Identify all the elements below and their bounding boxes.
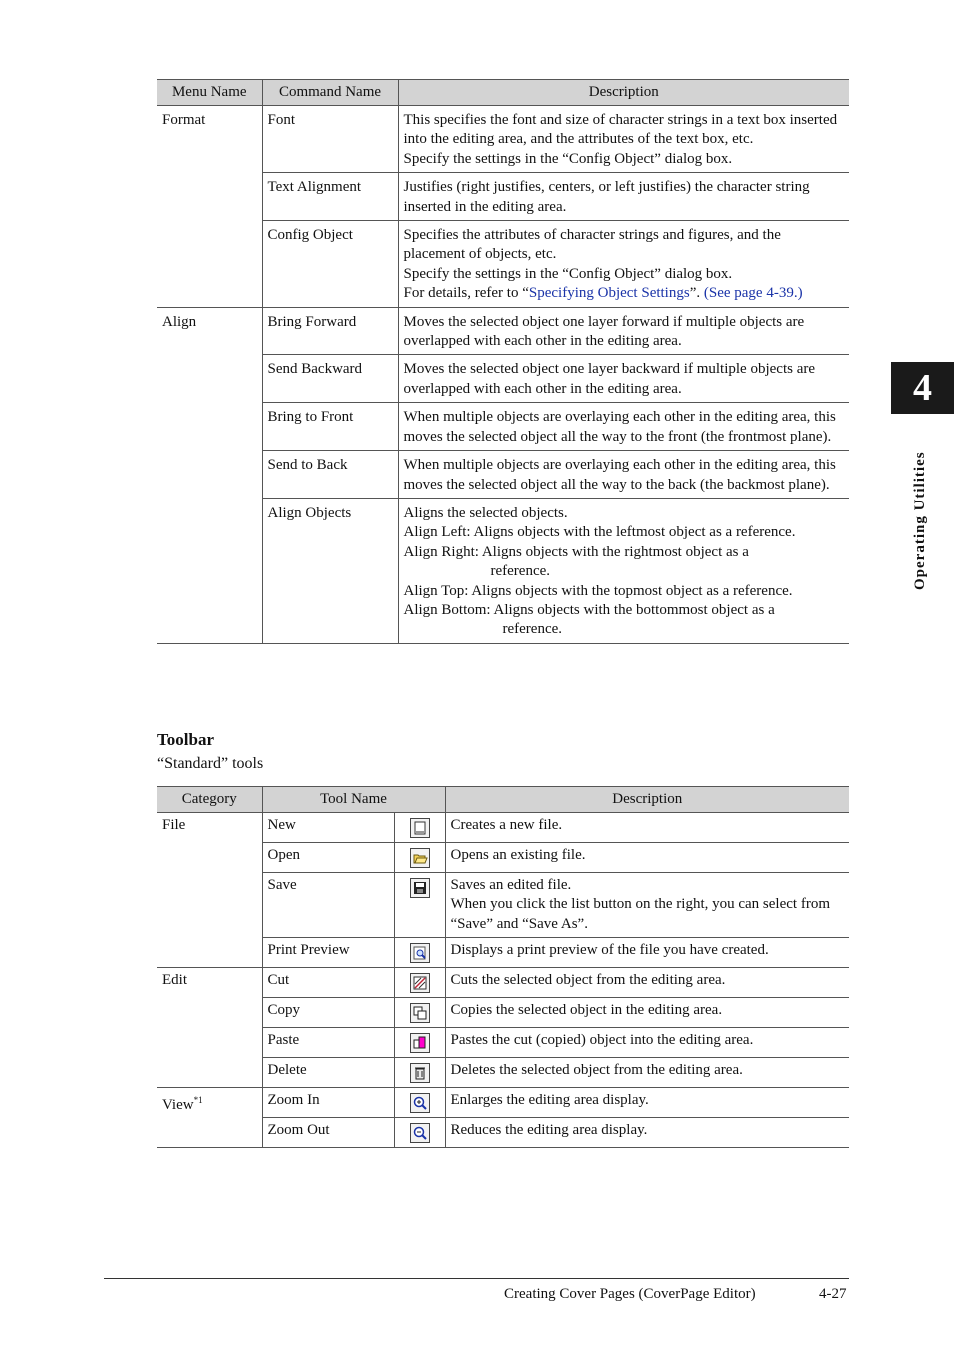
tool-name-cell: Print Preview — [262, 938, 394, 968]
toolbar-heading: Toolbar — [157, 730, 215, 749]
description-cell: Cuts the selected object from the editing area. — [445, 968, 849, 998]
tool-name-cell: Paste — [262, 1028, 394, 1058]
tool-name-cell: New — [262, 813, 394, 843]
category-cell: File — [157, 813, 262, 968]
header-description: Description — [445, 787, 849, 813]
description-cell: When multiple objects are overlaying each other in the editing area, this moves the selected object all the way to the front (the frontmost plane). — [398, 403, 849, 451]
tool-name-cell: Copy — [262, 998, 394, 1028]
description-cell — [398, 221, 849, 308]
command-name-cell: Send Backward — [262, 355, 398, 403]
toolbar-subheading: “Standard” tools — [157, 755, 264, 772]
print-preview-icon[interactable] — [410, 943, 430, 963]
description-line: reference. — [502, 621, 563, 638]
table-row — [157, 813, 849, 843]
description-cell: Copies the selected object in the editing area. — [445, 998, 849, 1028]
toolbar-table — [157, 786, 849, 1148]
copy-icon[interactable] — [410, 1003, 430, 1023]
tool-name-cell: Save — [262, 873, 394, 938]
description-cell: Creates a new file. — [445, 813, 849, 843]
description-cell: Reduces the editing area display. — [445, 1118, 849, 1148]
command-name-cell: Config Object — [262, 221, 398, 308]
cut-icon[interactable] — [410, 973, 430, 993]
tool-name-cell: Cut — [262, 968, 394, 998]
command-name-cell: Align Objects — [262, 498, 398, 643]
description-cell: Moves the selected object one layer forward if multiple objects are overlapped with each other in the editing area. — [398, 307, 849, 355]
paste-icon[interactable] — [410, 1033, 430, 1053]
ref-mid: ”. — [689, 285, 704, 302]
menu-name-cell: Format — [157, 106, 262, 308]
description-cell: Moves the selected object one layer backward if multiple objects are overlapped with each other in the editing area. — [398, 355, 849, 403]
zoom-in-icon[interactable] — [410, 1093, 430, 1113]
see-page-link[interactable]: (See page 4-39.) — [703, 285, 803, 302]
footer-title: Creating Cover Pages (CoverPage Editor) — [504, 1286, 756, 1302]
table-header-row — [157, 787, 849, 813]
description-line: Align Left: Aligns objects with the leftmost object as a reference. — [403, 524, 796, 541]
description-line: When you click the list button on the right, you can select from “Save” and “Save As”. — [450, 896, 830, 932]
description-line: Align Bottom: Aligns objects with the bottommost object as a — [403, 601, 775, 618]
header-tool-name: Tool Name — [262, 787, 445, 813]
description-cell — [398, 498, 849, 643]
command-name-cell: Send to Back — [262, 451, 398, 499]
header-description: Description — [398, 80, 849, 106]
command-name-cell: Bring to Front — [262, 403, 398, 451]
category-cell: Edit — [157, 968, 262, 1088]
tool-name-cell: Zoom In — [262, 1088, 394, 1118]
description-cell: When multiple objects are overlaying each other in the editing area, this moves the selected object all the way to the back (the backmost plane). — [398, 451, 849, 499]
category-cell — [157, 1088, 262, 1148]
description-line: Specifies the attributes of character strings and figures, and the placement of objects, etc. — [403, 227, 781, 263]
header-category: Category — [157, 787, 262, 813]
save-disk-icon[interactable] — [410, 878, 430, 898]
command-name-cell: Bring Forward — [262, 307, 398, 355]
footnote-mark: *1 — [193, 1095, 203, 1106]
zoom-out-icon[interactable] — [410, 1123, 430, 1143]
description-cell: Enlarges the editing area display. — [445, 1088, 849, 1118]
table-row — [157, 307, 849, 355]
table-row — [157, 968, 849, 998]
description-cell — [398, 173, 849, 221]
description-cell: Deletes the selected object from the editing area. — [445, 1058, 849, 1088]
command-name-cell: Text Alignment — [262, 173, 398, 221]
delete-icon[interactable] — [410, 1063, 430, 1083]
table-header-row — [157, 80, 849, 106]
footer-divider — [104, 1278, 849, 1279]
open-folder-icon[interactable] — [410, 848, 430, 868]
category-label: View — [162, 1097, 194, 1114]
description-cell: Opens an existing file. — [445, 843, 849, 873]
table-row — [157, 1088, 849, 1118]
description-line: Specify the settings in the “Config Object” dialog box. — [403, 265, 733, 282]
description-line: Justifies (right justifies, centers, or left justifies) the character string inserted in the editing area. — [403, 179, 810, 215]
tool-name-cell: Open — [262, 843, 394, 873]
new-file-icon[interactable] — [410, 818, 430, 838]
description-cell: Pastes the cut (copied) object into the editing area. — [445, 1028, 849, 1058]
tool-name-cell: Zoom Out — [262, 1118, 394, 1148]
menu-command-table — [157, 79, 849, 644]
object-settings-link[interactable]: Specifying Object Settings — [528, 285, 690, 302]
description-cell: Displays a print preview of the file you have created. — [445, 938, 849, 968]
page-number: 4-27 — [819, 1286, 847, 1302]
description-line: Saves an edited file. — [450, 877, 572, 893]
cross-reference — [404, 284, 845, 303]
description-line: Aligns the selected objects. — [403, 504, 568, 521]
ref-prefix: For details, refer to “ — [403, 285, 529, 302]
tool-name-cell: Delete — [262, 1058, 394, 1088]
description-line: This specifies the font and size of character strings in a text box inserted into the editing area, and the attributes of the text box, etc. — [403, 112, 838, 148]
command-name-cell: Font — [262, 106, 398, 173]
chapter-tab: 4 — [891, 362, 954, 414]
description-line: reference. — [490, 563, 551, 580]
side-section-label: Operating Utilities — [912, 451, 928, 590]
description-line: Specify the settings in the “Config Object” dialog box. — [403, 150, 733, 167]
table-row — [157, 106, 849, 173]
description-line: Align Right: Aligns objects with the rightmost object as a — [403, 543, 749, 560]
header-menu-name: Menu Name — [157, 80, 262, 106]
description-cell — [445, 873, 849, 938]
menu-name-cell: Align — [157, 307, 262, 643]
header-command-name: Command Name — [262, 80, 398, 106]
description-line: Align Top: Aligns objects with the topmost object as a reference. — [403, 582, 793, 599]
description-cell — [398, 106, 849, 173]
